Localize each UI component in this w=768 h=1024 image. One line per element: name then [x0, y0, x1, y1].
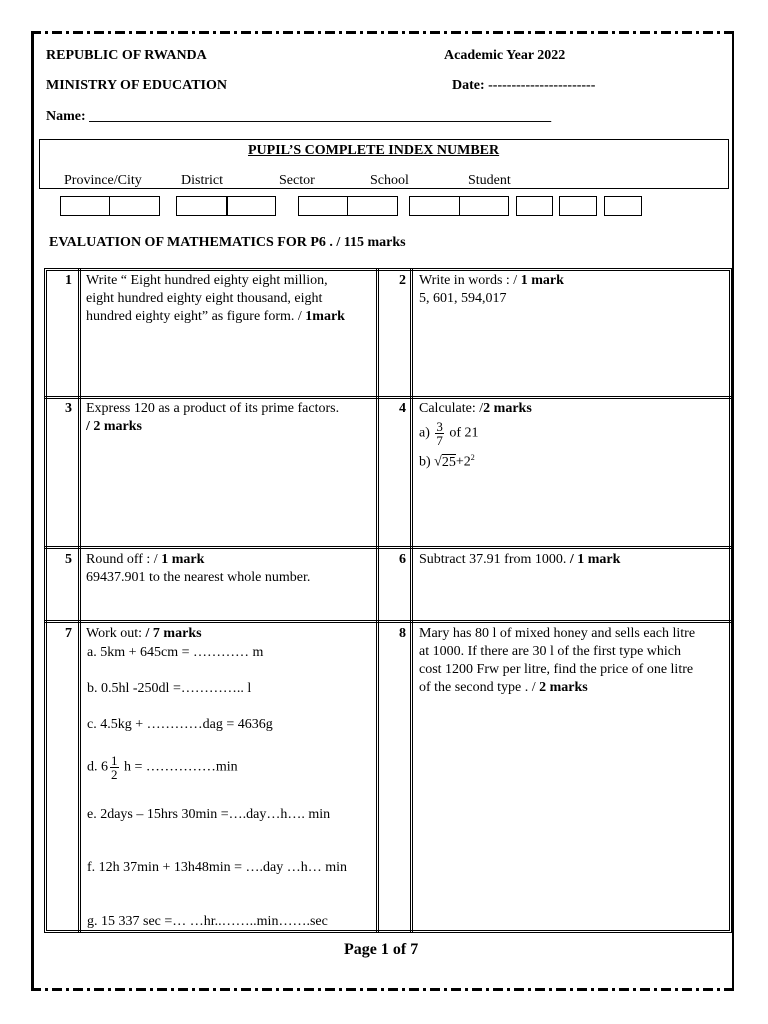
question-number: 2 — [399, 273, 406, 288]
text-line: 5, 601, 594,017 — [419, 291, 507, 306]
question-5-text — [86, 551, 310, 587]
question-1-text — [86, 272, 345, 326]
part-label: b) — [419, 454, 435, 470]
column-divider — [376, 268, 379, 933]
province-input[interactable] — [60, 196, 160, 216]
text-line: +2 — [455, 454, 471, 470]
student-input-3[interactable] — [604, 196, 642, 216]
question-7-heading — [86, 625, 202, 643]
marks-label: 1 mark — [161, 552, 205, 567]
text-line: hundred eighty eight” as figure form. / — [86, 309, 306, 324]
academic-year: Academic Year 2022 — [444, 48, 566, 63]
question-6-text — [419, 551, 620, 569]
question-number: 8 — [399, 626, 406, 641]
question-number: 5 — [65, 552, 72, 567]
cell-divider — [347, 196, 348, 216]
fraction — [435, 420, 444, 447]
question-7b: b. 0.5hl -250dl =………….. l — [87, 681, 252, 696]
marks-label: 2 marks — [539, 680, 588, 695]
district-label: District — [181, 173, 223, 188]
marks-label: 1mark — [305, 309, 345, 324]
question-7d — [87, 754, 238, 781]
denominator: 7 — [436, 433, 443, 448]
text-line: Round off : / — [86, 552, 162, 567]
question-7e: e. 2days – 15hrs 30min =….day…h…. min — [87, 807, 331, 822]
school-label: School — [370, 173, 409, 188]
text-line: h = ……………min — [120, 759, 238, 775]
question-number: 6 — [399, 552, 406, 567]
question-number: 1 — [65, 273, 72, 288]
question-number: 3 — [65, 401, 72, 416]
index-number-title: PUPIL’S COMPLETE INDEX NUMBER — [248, 143, 500, 158]
row-divider — [44, 620, 732, 623]
numerator: 1 — [111, 753, 118, 768]
row-divider — [44, 396, 732, 399]
marks-label: / 1 mark — [569, 552, 621, 567]
radicand: 25 — [441, 454, 456, 470]
text-line: Work out: — [86, 626, 146, 641]
sector-input[interactable] — [298, 196, 398, 216]
part-label: a) — [419, 425, 434, 441]
text-line: Write in words : / — [419, 273, 521, 288]
province-label: Province/City — [64, 173, 142, 188]
row-divider — [44, 546, 732, 549]
marks-label: 1 mark — [520, 273, 564, 288]
question-7c: c. 4.5kg + …………dag = 4636g — [87, 717, 273, 732]
student-label: Student — [468, 173, 511, 188]
marks-label: 2 marks — [483, 401, 532, 416]
question-4-text: Calculate: /2 marks a) $\frac{3}{7}$ of 21 b) $√25+2^2$ — [419, 401, 532, 470]
question-7g: g. 15 337 sec =… …hr..……..min…….sec — [87, 914, 328, 929]
column-divider — [78, 268, 81, 933]
question-3-text — [86, 400, 339, 436]
question-number: 7 — [65, 626, 72, 641]
student-input-1[interactable] — [516, 196, 553, 216]
cell-divider — [109, 196, 110, 216]
fraction — [110, 754, 119, 781]
republic-label: REPUBLIC OF RWANDA — [46, 48, 207, 63]
ministry-label: MINISTRY OF EDUCATION — [46, 78, 228, 93]
text-line: cost 1200 Frw per litre, find the price of one litre — [419, 662, 694, 677]
name-field[interactable]: Name: __________________________________________________________________ — [46, 109, 552, 124]
cell-divider — [226, 196, 228, 216]
text-line: at 1000. If there are 30 l of the first type which — [419, 644, 682, 659]
text-line: 69437.901 to the nearest whole number. — [86, 570, 311, 585]
text-line: Express 120 as a product of its prime factors. — [86, 401, 340, 416]
text-line: eight hundred eighty eight thousand, eight — [86, 291, 323, 306]
question-number: 4 — [399, 401, 406, 416]
text-line: of 21 — [445, 425, 479, 441]
question-7a: a. 5km + 645cm = ………… m — [87, 645, 264, 660]
page-number: Page 1 of 7 — [344, 941, 419, 958]
text-line: d. 6 — [87, 759, 108, 775]
sector-label: Sector — [279, 173, 315, 188]
marks-label: / 2 marks — [86, 419, 142, 434]
text-line: of the second type . / — [419, 680, 540, 695]
numerator: 3 — [436, 419, 443, 434]
denominator: 2 — [111, 767, 118, 782]
questions-table — [44, 268, 732, 933]
evaluation-title: EVALUATION OF MATHEMATICS FOR P6 . / 115 marks — [49, 235, 406, 250]
marks-label: / 7 marks — [145, 626, 202, 641]
column-divider — [410, 268, 413, 933]
question-7f: f. 12h 37min + 13h48min = ….day …h… min — [87, 860, 348, 875]
date-field[interactable]: Date: ----------------------- — [452, 78, 596, 93]
student-input-2[interactable] — [559, 196, 597, 216]
text-line: Subtract 37.91 from 1000. — [419, 552, 570, 567]
text-line: Mary has 80 l of mixed honey and sells each litre — [419, 626, 696, 641]
question-2-text — [419, 272, 564, 308]
cell-divider — [459, 196, 460, 216]
text-line: Write “ Eight hundred eighty eight million, — [86, 273, 328, 288]
exponent: 2 — [470, 453, 475, 462]
text-line: Calculate: / — [419, 401, 484, 416]
question-8-text — [419, 625, 695, 697]
